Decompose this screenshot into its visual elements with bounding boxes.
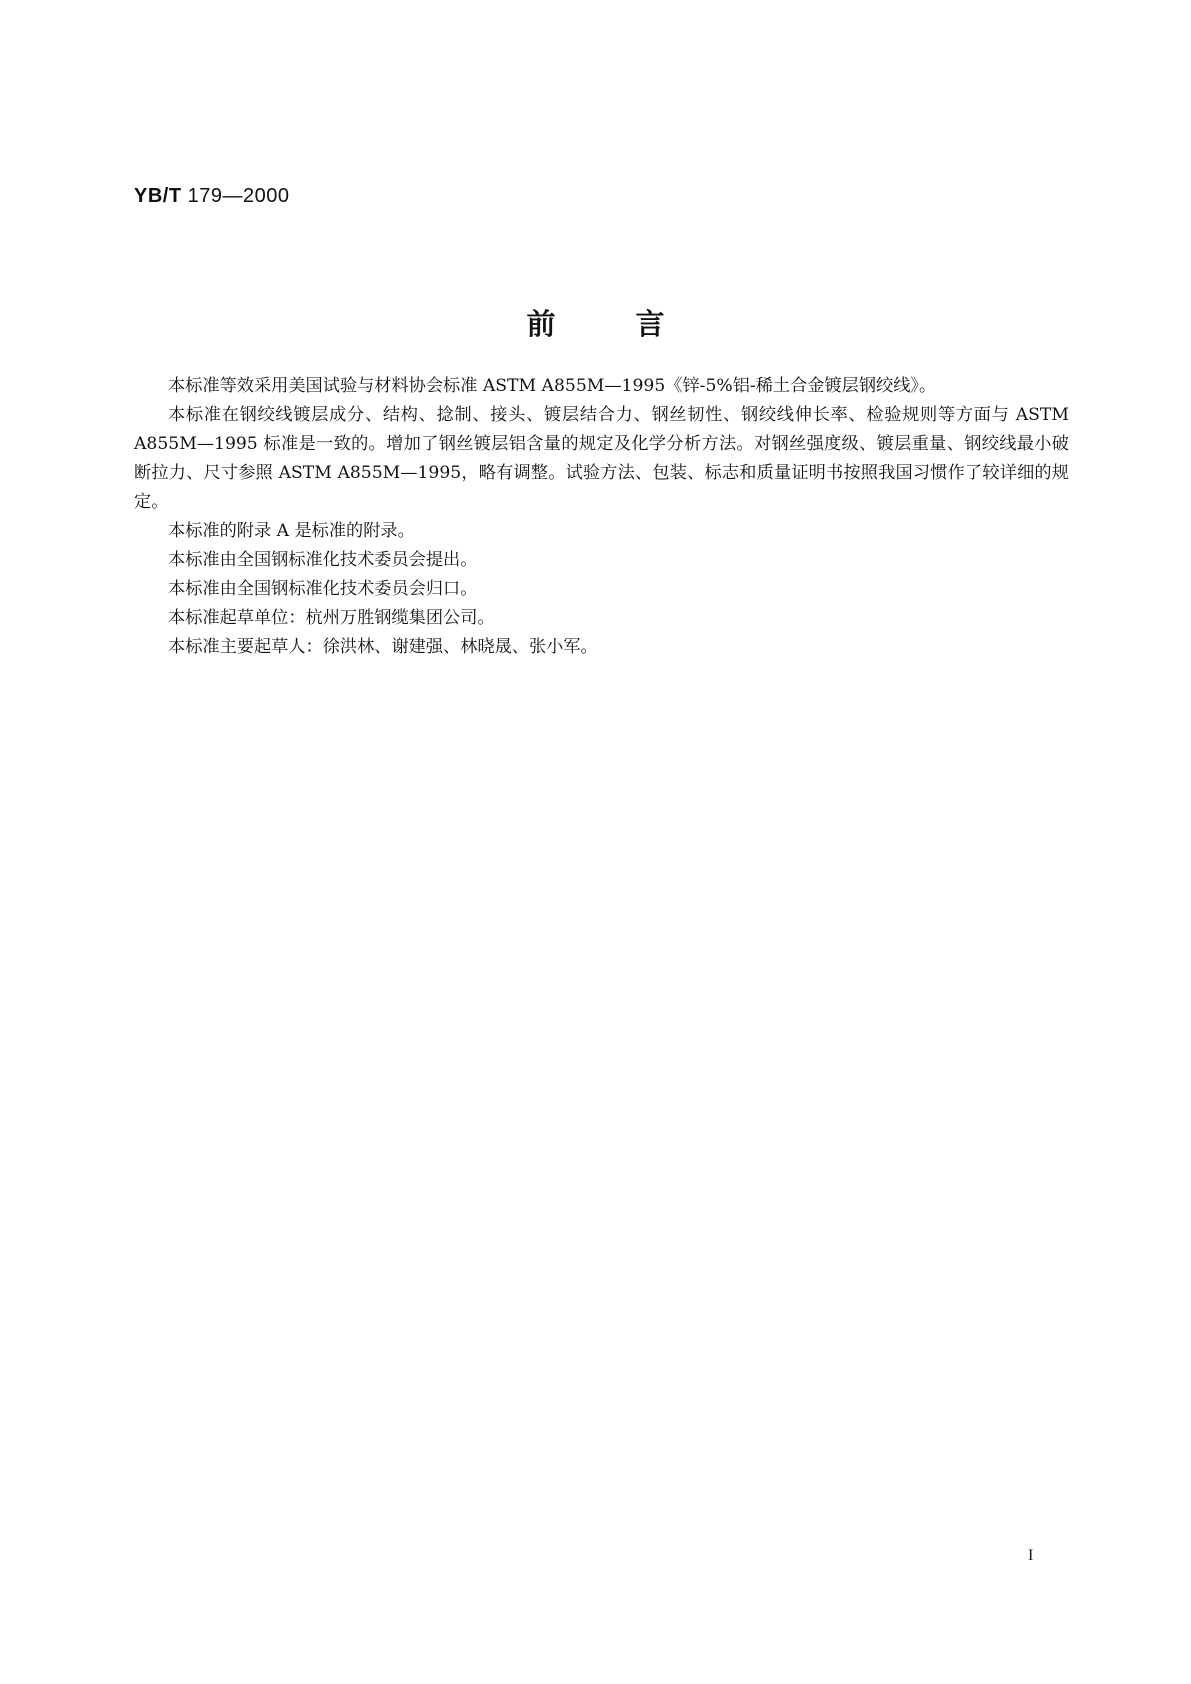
paragraph-appendix: 本标准的附录 A 是标准的附录。 xyxy=(168,521,415,541)
paragraph-adoption: 本标准等效采用美国试验与材料协会标准 ASTM A855M—1995《锌-5%铝-稀土合金镀层钢绞线》。 xyxy=(168,376,937,396)
standard-code-prefix: YB/T xyxy=(134,185,182,207)
paragraph-drafting-unit: 本标准起草单位：杭州万胜钢缆集团公司。 xyxy=(168,608,495,628)
paragraph-content-comparison: 本标准在钢绞线镀层成分、结构、捻制、接头、镀层结合力、钢丝韧性、钢绞线伸长率、检验规则等方面与 ASTM A855M—1995 标准是一致的。增加了钢丝镀层铝含量的规定及化学分析方法。对钢丝强度级、镀层重量、钢绞线最小破断拉力、尺寸参照 ASTM A855M—1995，略有调整。试验方法、包装、标志和质量证明书按照我国习惯作了较详细的规定。 xyxy=(134,405,1069,512)
paragraph-administrator: 本标准由全国钢标准化技术委员会归口。 xyxy=(168,579,478,599)
foreword-body xyxy=(134,372,1069,662)
page-number: I xyxy=(1028,1547,1034,1564)
paragraph-drafters: 本标准主要起草人：徐洪林、谢建强、林晓晟、张小军。 xyxy=(168,637,598,657)
page-title: 前言 xyxy=(526,307,745,341)
standard-code-number: 179—2000 xyxy=(187,185,290,207)
paragraph-proposer: 本标准由全国钢标准化技术委员会提出。 xyxy=(168,550,478,570)
standard-code xyxy=(134,185,290,208)
